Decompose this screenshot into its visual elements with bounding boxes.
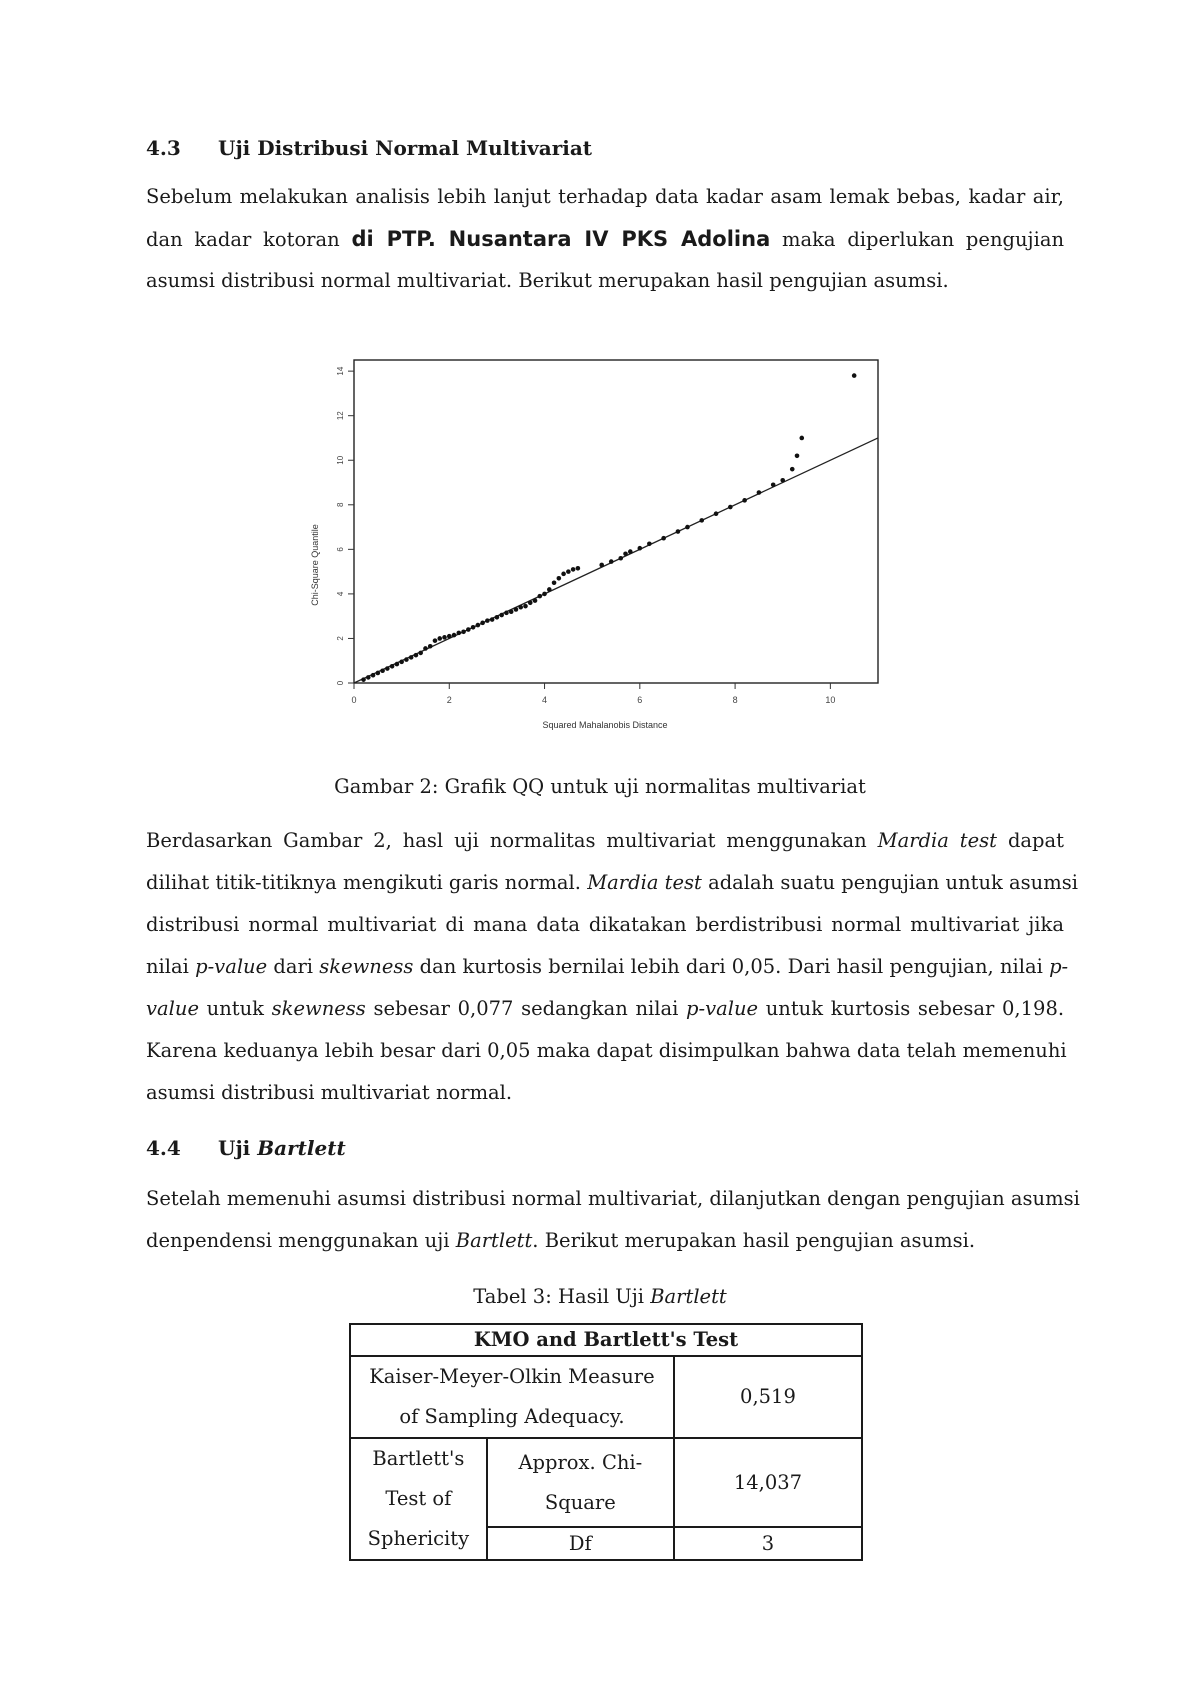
text-run: nilai (146, 955, 189, 978)
paragraph-intro (146, 176, 1064, 302)
df-value: 3 (674, 1527, 862, 1560)
data-point (714, 511, 719, 516)
paragraph-bartlett (146, 1178, 1080, 1262)
data-point (514, 607, 519, 612)
data-point (638, 546, 643, 551)
table-caption (0, 1284, 1200, 1310)
data-point (852, 373, 857, 378)
data-point (390, 664, 395, 669)
data-point (576, 566, 581, 571)
text-run: dan kadar kotoran (146, 228, 340, 251)
data-point (561, 572, 566, 577)
section-number: 4.3 (146, 136, 181, 160)
data-point (452, 633, 457, 638)
y-axis-label: Chi-Square Quantile (310, 524, 320, 606)
y-tick-label: 8 (336, 502, 345, 508)
data-point (676, 529, 681, 534)
data-point (771, 482, 776, 487)
data-point (685, 525, 690, 530)
data-point (395, 662, 400, 667)
company-name: di PTP. Nusantara IV PKS Adolina (351, 227, 771, 251)
cell-line: of Sampling Adequacy. (399, 1405, 625, 1428)
section-heading-4-3 (146, 135, 592, 161)
term-p-value: p-value (195, 955, 268, 978)
data-point (557, 576, 562, 581)
x-tick-label: 10 (825, 695, 836, 705)
y-tick-label: 14 (336, 366, 345, 376)
term-p-value: p-value (686, 997, 759, 1020)
table-header-row (350, 1324, 862, 1356)
data-point (518, 605, 523, 610)
section-number: 4.4 (146, 1136, 181, 1160)
y-tick-label: 6 (336, 547, 345, 552)
data-point (404, 657, 409, 662)
data-point (471, 625, 476, 630)
data-point (628, 549, 633, 554)
data-point (523, 604, 528, 609)
kmo-value: 0,519 (674, 1356, 862, 1438)
plot-border (354, 360, 878, 683)
paragraph-mardia (146, 820, 1078, 1114)
data-point (509, 609, 514, 614)
data-point (495, 615, 500, 620)
cell-line: Approx. Chi- (518, 1450, 643, 1474)
chi-square-label (487, 1438, 674, 1527)
x-axis-label: Squared Mahalanobis Distance (542, 720, 668, 730)
paragraph-line: Sebelum melakukan analisis lebih lanjut terhadap data kadar asam lemak bebas, kadar air, (146, 185, 1064, 208)
data-point (385, 666, 390, 671)
data-point (537, 594, 542, 599)
text-run: . Berikut merupakan hasil pengujian asumsi. (532, 1229, 976, 1252)
data-point (499, 613, 504, 618)
x-tick-label: 8 (732, 695, 738, 705)
data-point (380, 668, 385, 673)
term-mardia-test: Mardia test (877, 829, 998, 852)
data-point (423, 646, 428, 651)
kmo-label (350, 1356, 674, 1438)
section-title-term: Bartlett (257, 1136, 346, 1160)
text-run: untuk (206, 997, 264, 1020)
paragraph-line: Karena keduanya lebih besar dari 0,05 maka dapat disimpulkan bahwa data telah memenuhi (146, 1039, 1067, 1062)
cell-line: Sphericity (367, 1527, 470, 1550)
data-point (376, 671, 381, 676)
text-run: untuk kurtosis sebesar 0,198. (765, 997, 1065, 1020)
y-tick-label: 4 (336, 591, 345, 597)
paragraph-line (146, 988, 1064, 1030)
y-tick-label: 12 (336, 411, 345, 421)
data-point (480, 621, 485, 626)
text-run: dilihat titik-titiknya mengikuti garis normal. (146, 871, 581, 894)
data-point (571, 567, 576, 572)
data-point (623, 552, 628, 557)
cell-line: Kaiser-Meyer-Olkin Measure (369, 1365, 655, 1388)
data-point (366, 675, 371, 680)
data-point (780, 478, 785, 483)
term-bartlett: Bartlett (455, 1229, 533, 1252)
bartlett-label (350, 1438, 487, 1560)
data-point (433, 638, 438, 643)
qq-plot (300, 350, 890, 740)
term-p-value: value (146, 997, 199, 1020)
paragraph-line: asumsi distribusi multivariat normal. (146, 1081, 513, 1104)
df-label: Df (487, 1527, 674, 1560)
data-point (547, 587, 552, 592)
paragraph-line (146, 862, 1078, 904)
x-tick-label: 4 (542, 695, 548, 705)
data-point (528, 601, 533, 606)
term-p-value: p- (1049, 955, 1069, 978)
data-point (414, 653, 419, 658)
figure-caption: Gambar 2: Grafik QQ untuk uji normalitas multivariat (334, 775, 866, 798)
y-axis-ticks (336, 366, 354, 685)
data-point (409, 655, 414, 660)
section-heading-4-4 (146, 1135, 346, 1161)
data-point (795, 453, 800, 458)
data-point (542, 592, 547, 597)
data-point (371, 673, 376, 678)
text-run: denpendensi menggunakan uji (146, 1229, 450, 1252)
cell-line: Bartlett's (372, 1447, 465, 1470)
x-tick-label: 0 (351, 695, 357, 705)
data-point (699, 518, 704, 523)
chi-square-value: 14,037 (674, 1438, 862, 1527)
x-tick-label: 2 (446, 695, 452, 705)
data-point (466, 627, 471, 632)
data-point (399, 660, 404, 665)
text-run: maka diperlukan pengujian (782, 228, 1065, 251)
x-tick-label: 6 (637, 695, 643, 705)
data-point (533, 598, 538, 603)
paragraph-line (146, 1220, 1064, 1262)
paragraph-line (146, 218, 1064, 260)
y-tick-label: 0 (336, 680, 345, 686)
data-point (661, 536, 666, 541)
reference-line-segment (354, 438, 878, 683)
data-point (461, 629, 466, 634)
term-skewness: skewness (319, 955, 414, 978)
text-run: dapat (1007, 829, 1064, 852)
y-tick-label: 10 (336, 455, 345, 465)
term-skewness: skewness (271, 997, 366, 1020)
term-bartlett: Bartlett (650, 1285, 727, 1308)
data-point (457, 631, 462, 636)
paragraph-line (146, 946, 1069, 988)
data-point (609, 559, 614, 564)
text-run: Tabel 3: Hasil Uji (473, 1285, 644, 1308)
text-run: sebesar 0,077 sedangkan nilai (373, 997, 679, 1020)
data-point (504, 611, 509, 616)
paragraph-line (146, 820, 1064, 862)
paragraph-line: asumsi distribusi normal multivariat. Berikut merupakan hasil pengujian asumsi. (146, 269, 949, 292)
data-points (361, 373, 856, 682)
data-point (790, 467, 795, 472)
data-point (485, 618, 490, 623)
data-point (799, 436, 804, 441)
text-run: dan kurtosis bernilai lebih dari 0,05. Dari hasil pengujian, nilai (419, 955, 1043, 978)
paragraph-line: distribusi normal multivariat di mana data dikatakan berdistribusi normal multivariat jika (146, 913, 1064, 936)
text-run: dari (273, 955, 314, 978)
data-point (490, 617, 495, 622)
text-run: Berdasarkan Gambar 2, hasl uji normalitas multivariat menggunakan (146, 829, 867, 852)
table-row (350, 1438, 862, 1527)
data-point (599, 563, 604, 568)
data-point (742, 498, 747, 503)
reference-line (354, 438, 878, 683)
text-run: adalah suatu pengujian untuk asumsi (708, 871, 1078, 894)
data-point (647, 541, 652, 546)
y-tick-label: 2 (336, 636, 345, 641)
data-point (418, 651, 423, 656)
cell-line: Square (544, 1490, 616, 1514)
section-title: Uji (218, 1136, 251, 1160)
cell-line: Test of (385, 1487, 452, 1510)
data-point (476, 623, 481, 628)
plot-frame (354, 360, 878, 683)
term-mardia-test: Mardia test (587, 871, 702, 894)
data-point (428, 644, 433, 649)
data-point (442, 635, 447, 640)
table-header: KMO and Bartlett's Test (350, 1324, 862, 1356)
x-axis-ticks (351, 683, 835, 705)
table-row (350, 1356, 862, 1438)
data-point (437, 636, 442, 641)
data-point (618, 556, 623, 561)
data-point (757, 490, 762, 495)
section-title: Uji Distribusi Normal Multivariat (218, 136, 593, 160)
data-point (361, 677, 366, 682)
kmo-bartlett-table (349, 1323, 863, 1561)
paragraph-line: Setelah memenuhi asumsi distribusi normal multivariat, dilanjutkan dengan pengujian asumsi (146, 1187, 1080, 1210)
data-point (552, 580, 557, 585)
data-point (566, 569, 571, 574)
data-point (447, 634, 452, 639)
data-point (728, 505, 733, 510)
